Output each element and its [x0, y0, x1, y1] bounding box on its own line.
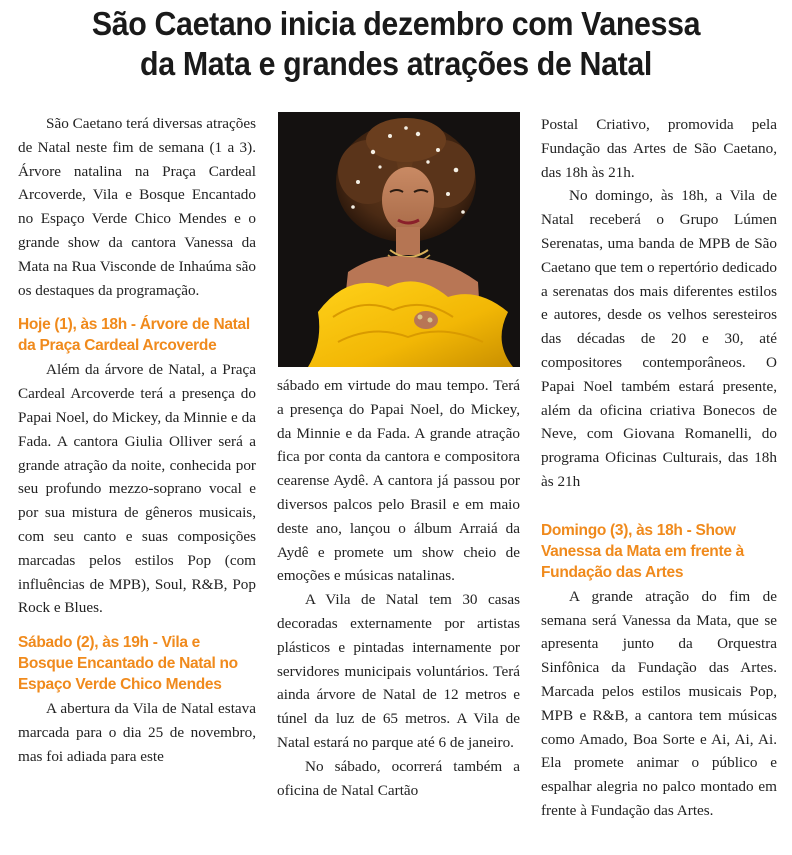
section-heading-today: Hoje (1), às 18h - Árvore de Natal da Praça Cardeal Arcoverde: [18, 316, 250, 355]
singer-portrait-image: [278, 112, 520, 367]
headline: [32, 4, 761, 84]
article-column-3: [541, 113, 777, 823]
headline-line-2: da Mata e grandes atrações de Natal: [140, 45, 652, 82]
vila-de-natal-paragraph: A Vila de Natal tem 30 casas decoradas externamente por artistas plásticos e pintadas internamente por servidores municipais voluntários. Terá ainda árvore de Natal de 12 metros e túnel da luz de 65 metros. A Vila de Natal estará no parque até 6 de janeiro.: [277, 591, 520, 751]
sunday-vila-paragraph: No domingo, às 18h, a Vila de Natal receberá o Grupo Lúmen Serenatas, uma banda de MPB de São Caetano que tem o repertório dedicado a serenatas dos mais diferentes estilos e autores, desde os velhos seresteiros das décadas de 20 e 30, até compositores contemporâneos. O Papai Noel também estará presente, além da oficina criativa Bonecos de Neve, com Giovana Romanelli, do programa Oficinas Culturais, das 18h às 21h: [541, 187, 777, 490]
headline-line-1: São Caetano inicia dezembro com Vanessa: [91, 5, 701, 42]
section-saturday-body-start: A abertura da Vila de Natal estava marcada para o dia 25 de novembro, mas foi adiada para este: [18, 700, 256, 765]
section-heading-sunday: Domingo (3), às 18h - Show Vanessa da Mata em frente à Fundação das Artes: [541, 521, 744, 581]
article-column-2: [277, 374, 520, 802]
oficina-paragraph: No sábado, ocorrerá também a oficina de Natal Cartão: [277, 757, 520, 799]
vanessa-da-mata-photo: [278, 112, 520, 367]
oficina-paragraph-continued: Postal Criativo, promovida pela Fundação das Artes de São Caetano, das 18h às 21h.: [541, 116, 777, 181]
section-sunday-body: A grande atração do fim de semana será Vanessa da Mata, que se apresenta junto da Orquestra Sinfônica da Fundação das Artes. Marcada pelos estilos musicais Pop, MPB e R&B, a cantora tem músicas como Amado, Boa Sorte e Ai, Ai, Ai. Ela promete animar o público e espalhar alegria no palco montado em frente à Fundação das Artes.: [541, 587, 777, 819]
section-saturday-body-continued: sábado em virtude do mau tempo. Terá a presença do Papai Noel, do Mickey, da Minnie e da Fada. A grande atração fica por conta da cantora e compositora cearense Aydê. A cantora já passou por diversos palcos pelo Brasil e em maio deste ano, lançou o álbum Arraiá da Aydê e promete um show cheio de emoções e músicas natalinas.: [277, 377, 520, 585]
section-heading-saturday: Sábado (2), às 19h - Vila e Bosque Encantado de Natal no Espaço Verde Chico Mendes: [18, 634, 238, 694]
intro-paragraph: São Caetano terá diversas atrações de Natal neste fim de semana (1 a 3). Árvore natalina na Praça Cardeal Arcoverde, Vila e Bosque Encantado no Espaço Verde Chico Mendes e o grande show da cantora Vanessa da Mata na Rua Visconde de Inhaúma são os destaques da programação.: [18, 115, 256, 299]
article-column-1: [18, 112, 256, 769]
section-today-body: Além da árvore de Natal, a Praça Cardeal Arcoverde terá a presença do Papai Noel, do Mickey, da Minnie e da Fada. A cantora Giulia Olliver será a grande atração da noite, conhecida por seu profundo mezzo-soprano vocal e por sua mistura de gêneros musicais, com seu canto e suas composições marcadas pelos estilos Pop (com influências de MPB), Soul, R&B, Pop Rock e Blues.: [18, 361, 256, 617]
